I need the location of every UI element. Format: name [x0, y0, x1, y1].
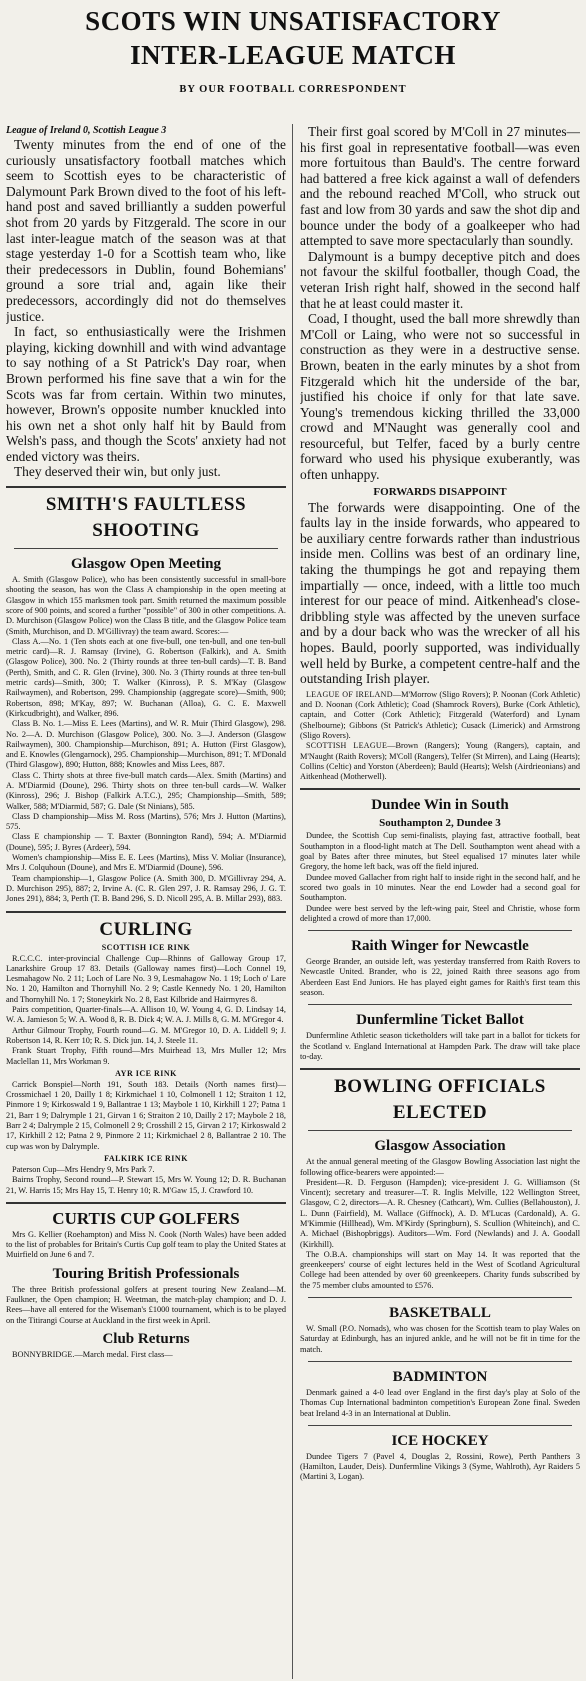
- shooting-section: [6, 494, 286, 905]
- shooting-paragraph: Class E championship — T. Baxter (Bonnington Rand), 594; A. M'Diarmid (Doune), 595; J. Byres (Ardeer), 594.: [6, 832, 286, 852]
- byline: BY OUR FOOTBALL CORRESPONDENT: [179, 84, 407, 95]
- basketball-headline: BASKETBALL: [389, 1305, 491, 1322]
- left-column: [6, 124, 286, 1679]
- ice-hockey-paragraph: Dundee Tigers 7 (Pavel 4, Douglas 2, Rossini, Rowe), Perth Panthers 3 (Hamilton, Lauder, Deis). Dunfermline Vikings 3 (Syme, Wahlroth), Ayr Raiders 5 (Martini 3, Logan).: [300, 1451, 580, 1482]
- dundee-headline: Dundee Win in South: [371, 797, 509, 814]
- club-returns-headline: Club Returns: [102, 1330, 190, 1347]
- curling-subhead-ayr: AYR ICE RINK: [115, 1068, 177, 1078]
- main-headline-line1: SCOTS WIN UNSATISFACTORY: [85, 6, 501, 36]
- dunfermline-body: [300, 1031, 580, 1062]
- section-divider: [6, 486, 286, 488]
- dunfermline-headline: Dunfermline Ticket Ballot: [356, 1012, 524, 1029]
- report-paragraph: Coad, I thought, used the ball more shrewdly than M'Coll or Laing, who were not so successful in construction as they were in a destructive sense. Brown, beaten in the early minutes by a shot from Fitzgerald which hit the underside of the bar, justified his choice if only for that late save. Young's tremendous kicking thrilled the 33,000 crowd and M'Naught was generally cool and resourceful, but Telfer, faced by a burly centre forward who used his physique exuberantly, was often unhappy.: [300, 311, 580, 483]
- divider: [308, 1004, 572, 1005]
- main-headline-line2: INTER-LEAGUE MATCH: [130, 40, 456, 70]
- dundee-subhead: Southampton 2, Dundee 3: [379, 817, 501, 830]
- ice-hockey-body: [300, 1452, 580, 1483]
- badminton-body: [300, 1388, 580, 1419]
- touring-headline: Touring British Professionals: [52, 1265, 240, 1282]
- raith-body: [300, 957, 580, 998]
- team-name: LEAGUE OF IRELAND: [306, 689, 393, 699]
- badminton-paragraph: Denmark gained a 4-0 lead over England in the first day's play at Solo of the Thomas Cup International badminton competition's European Zone final. Sweden beat Ireland 4-3 in an International at Dublin.: [300, 1387, 580, 1418]
- curling-body-ayr: [6, 1080, 286, 1152]
- match-report-intro: [6, 124, 286, 480]
- team-lineup-scotland: [300, 741, 580, 782]
- right-column: [300, 124, 580, 1679]
- divider: [308, 1361, 572, 1362]
- basketball-section: [300, 1304, 580, 1355]
- divider: [308, 1130, 572, 1131]
- club-returns-body: [6, 1350, 286, 1360]
- dundee-section: [300, 796, 580, 924]
- shooting-paragraph: Class B. No. 1.—Miss E. Lees (Martins), and W. R. Muir (Third Glasgow), 298. No. 2—A. D. Murchison (Glasgow Police), 300. No. 3—J. Anderson (Glasgow Railwaymen), 300. Championship—Murchison, 891; A. Hutton (First Glasgow), and E. Knowles (Glengarnock), 295. Championship—Murchison, 891; T. M'Donald (Third Glasgow), 890; Hutton, 888; Knowles and Miss Lees, 887.: [6, 719, 286, 770]
- team-players: —M'Morrow (Sligo Rovers); P. Noonan (Cork Athletic) and D. Noonan (Cork Athletic); Coad (Shamrock Rovers), Burke (Cork Athletic), captain, and Cotter (Cork Athletic); Fitzgerald (Waterford) and Lynam (Shelbourne); Gibbons (St Patrick's Athletic); Cusack (Limerick) and Armstrong (Sligo Rovers).: [300, 689, 580, 740]
- team-players: —Brown (Rangers); Young (Rangers), captain, and M'Naught (Raith Rovers); M'Coll (Rangers), Telfer (St Mirren), and Laing (Hearts); Collins (Celtic) and Yorston (Aberdeen); Bauld (Hearts); Welsh (Airdrieonians) and Aitkenhead (Motherwell).: [300, 741, 580, 782]
- badminton-section: [300, 1368, 580, 1419]
- report-paragraph: They deserved their win, but only just.: [14, 464, 221, 480]
- shooting-subhead: Glasgow Open Meeting: [71, 556, 221, 573]
- columns: [4, 124, 582, 1679]
- bowling-paragraph: At the annual general meeting of the Glasgow Bowling Association last night the following office-bearers were appointed:—: [300, 1157, 580, 1177]
- curling-headline: CURLING: [99, 918, 193, 940]
- forwards-subhead: FORWARDS DISAPPOINT: [373, 485, 507, 498]
- basketball-body: [300, 1324, 580, 1355]
- curling-paragraph: R.C.C.C. inter-provincial Challenge Cup—Rhinns of Galloway Group 17, Lanarkshire Group 17 83. Details (Galloway names first)—Loch Connel 19, Lesmahagow No. 2 11; Loch of Lare No. 3 9, Lesmahagow No. 1 19; Loch o' Lare No. 1 20, Hamilton and Thornyhill No. 2 9; Castle Kennedy No. 1 20, Hamilton and Thornyhill No. 1 7; Stoneykirk No. 2 8, East Kilbride and Hairmyres 8.: [6, 953, 286, 1004]
- ice-hockey-section: [300, 1432, 580, 1483]
- divider: [14, 548, 278, 549]
- section-divider: [300, 1068, 580, 1070]
- match-dateline: League of Ireland 0, Scottish League 3: [6, 125, 167, 136]
- shooting-headline-line1: SMITH'S FAULTLESS: [45, 494, 247, 516]
- newspaper-page: [4, 2, 582, 1679]
- bowling-paragraph: President—R. D. Ferguson (Hampden); vice-president J. G. Williamson (St Vincent); secretary and treasurer—T. R. Inglis Melville, 122 Wellington Street, Glasgow, C 2, directors—A. R. Chesney (Cathcart), Wm. Cullies (Bellahouston), J. L. Dunn (Fairfield), M. Wallace (Giffnock), A. D. M'Lucas (Cardonald), A. G. M'Kimmie (Hillhead), Wm. M'Kirdy (Springburn), S. Scullion (Whiteinch), and C. A. Michael (Bishopbriggs). Auditors—Wm. Ford (Newlands) and J. A. Goodall (Kirkhill).: [300, 1177, 580, 1249]
- dundee-paragraph: Dundee were best served by the left-wing pair, Steel and Christie, whose form delighted a crowd of more than 17,000.: [300, 903, 580, 923]
- bowling-paragraph: The O.B.A. championships will start on May 14. It was reported that the greenkeepers' course of eight lectures held in the West of Scotland Agricultural College had been attended by over 60 greenkeepers. Charity funds subscribed by the 75 member clubs amounted to £576.: [300, 1249, 580, 1290]
- column-rule: [292, 124, 293, 1679]
- report-paragraph: Their first goal scored by M'Coll in 27 minutes—his first goal in representative football—was even more fortuitous than Bauld's. The centre forward had battered a free kick against a wall of defenders and the rebound reached M'Coll, who struck out fast and low from 30 yards and saw the shot dip and bounce under the body of a goalkeeper who had attempted to save more spectacularly than soundly.: [300, 124, 580, 249]
- curling-paragraph: Arthur Gilmour Trophy, Fourth round—G. M. M'Gregor 10, D. A. Liddell 9; J. Robertson 14, R. Kerr 10; R. S. Dick jun. 14, J. Steele 11.: [6, 1025, 286, 1045]
- shooting-paragraph: Class C. Thirty shots at three five-bull match cards—Alex. Smith (Martins) and A. M'Diarmid (Doune), 296. Thirty shots on three ten-bull cards—W. Walker (Kinross), 296; J. Bishop (Falkirk A.T.C.), 295; Championship—Smith, 589; Walker, 588; M'Diarmid, 587; G. Dale (St Ninians), 585.: [6, 770, 286, 811]
- section-divider: [6, 911, 286, 913]
- bowling-body: [300, 1157, 580, 1291]
- curling-subhead-falkirk: FALKIRK ICE RINK: [104, 1153, 188, 1163]
- curling-subhead-scottish: SCOTTISH ICE RINK: [101, 942, 191, 952]
- shooting-headline-line2: SHOOTING: [92, 520, 200, 542]
- shooting-paragraph: Class D championship—Miss M. Ross (Martins), 576; Mrs J. Hutton (Martins), 575.: [6, 811, 286, 832]
- touring-body: [6, 1285, 286, 1326]
- curtis-headline: CURTIS CUP GOLFERS: [52, 1208, 240, 1228]
- basketball-paragraph: W. Small (P.O. Nomads), who was chosen for the Scottish team to play Wales on Saturday at Edinburgh, has an injured ankle, and he will not be fit in time for the match.: [300, 1324, 580, 1354]
- shooting-paragraph: Women's championship—Miss E. E. Lees (Martins), Miss V. Moliar (Insurance), Mrs J. Colquhoun (Doune), and Mrs E. M'Diarmid (Doune), 596.: [6, 853, 286, 873]
- bowling-headline-line2: ELECTED: [392, 1102, 488, 1124]
- dundee-paragraph: Dundee moved Gallacher from right half to inside right in the second half, and he scored two goals in 10 minutes. Near the end Lowder had a second goal for Southampton.: [300, 872, 580, 903]
- report-paragraph: In fact, so enthusiastically were the Irishmen playing, kicking downhill and with wind advantage to say nothing of a St Patrick's Day roar, when Brown performed his fine save that a win for the Scots was far from certain. Within two minutes, however, Brown's opposite number knuckled into his own net a shot only half hit by Bauld from Welsh's pass, and though the Scots' anxiety had not ended victory was theirs.: [6, 324, 286, 464]
- curtis-paragraph: Mrs G. Kellier (Roehampton) and Miss N. Cook (North Wales) have been added to the list of probables for Britain's Curtis Cup golf team to play the United States at Muirfield on June 6 and 7.: [6, 1229, 286, 1260]
- report-paragraph: The forwards were disappointing. One of the faults lay in the inside forwards, who appeared to be auxiliary centre forwards rather than industrious inside men. Collins was best of an ordinary line, taking the thumpings he got and repaying them impartially — once, indeed, with a little too much interest for our peace of mind. Aitkenhead's close-dribbling style was affected by the uneven surface and by a dour back who was the wrecker of all his hopes. Bauld, poorly supported, was individually well held by Burke, a competent centre-half and the outstanding Irish player.: [300, 499, 580, 687]
- dundee-paragraph: Dundee, the Scottish Cup semi-finalists, playing fast, attractive football, beat Southampton in a flood-light match at The Dell. Southampton went ahead with a goal by Bates after three minutes, but Steel equalised 17 minutes later while Gregory, the home left back, was off the field injured.: [300, 831, 580, 872]
- shooting-paragraph: Team championship—1, Glasgow Police (A. Smith 300, D. M'Gillivray 294, A. D. Murchison 295), 887; 2, Irvine A. (C. R. Glen 297, J. R. Ramsay 296, J. G. T. Jones 291), 884; 3, Perth (T. B. Band 296, S. D. Nicoll 295, A. B. Millar 293), 883.: [6, 873, 286, 904]
- divider: [308, 1425, 572, 1426]
- report-paragraph: Dalymount is a bumpy deceptive pitch and does not favour the skilful footballer, though Coad, the veteran Irish right half, showed in the second half that he at least could master it.: [300, 248, 580, 311]
- ice-hockey-headline: ICE HOCKEY: [391, 1432, 489, 1449]
- curling-paragraph: Carrick Bonspiel—North 191, South 183. Details (North names first)—Crossmichael 1 20, Dailly 1 8; Kirkmichael 1 10, Colmonell 1 12; Straiton 1 12, Pinmore 1 9; Kirkoswald 1 9, Ballantrae 1 13; Maybole 1 10, Kirkhill 1 27; Patna 1 21, Barr 1 9; Dalrymple 1 21, Girvan 1 6; Straiton 2 10, Dailly 2 17; Maybole 2 18, Barr 2 4; Dalrymple 2 15, Colmonell 2 9; Crosshill 2 15, Girvan 2 17; Kirkoswald 2 17, Kirkhill 2 12; Patna 2 9, Pinmore 2 11; Kirkmichael 2 8, Ballantrae 2 10. The cup was won by Dalrymple.: [6, 1079, 286, 1151]
- curtis-cup-section: [6, 1210, 286, 1360]
- touring-paragraph: The three British professional golfers at present touring New Zealand—M. Faulkner, the Open champion; H. Weetman, the match-play champion; and D. J. Rees—have all entered for the Wiseman's £1000 tournament, which is to be played on the Titirangi Course at Auckland in the first week in April.: [6, 1284, 286, 1325]
- match-report-continued: [300, 124, 580, 687]
- shooting-body: [6, 575, 286, 905]
- raith-paragraph: George Brander, an outside left, was yesterday transferred from Raith Rovers to Newcastle United. Brander, who is 22, joined Raith three seasons ago from Aberdeen East End Juniors. He has played eight games for Raith's first team this season.: [300, 957, 580, 998]
- bowling-subhead: Glasgow Association: [374, 1138, 506, 1155]
- dunfermline-section: [300, 1011, 580, 1062]
- section-divider: [300, 788, 580, 790]
- badminton-headline: BADMINTON: [392, 1368, 488, 1385]
- shooting-paragraph: A. Smith (Glasgow Police), who has been consistently successful in small-bore shooting the season, has won the Class A championship in the open meeting at Glasgow in which 155 marksmen took part. Smith returned the maximum possible score of 900 points, and scored a further "possible" of 300 in other competitions. A. D. Murchison (Glasgow Police) won the Class B title, and the Glasgow Police team (Smith, Murchison, and D. M'Gillivray) the team award. Scores:—: [6, 575, 286, 636]
- team-lineup-ireland: [300, 690, 580, 741]
- dundee-body: [300, 831, 580, 924]
- curling-paragraph: Paterson Cup—Mrs Hendry 9, Mrs Park 7.: [12, 1164, 155, 1174]
- shooting-paragraph: Class A.—No. 1 (Ten shots each at one five-bull, one ten-bull, and one ten-bull metric card)—R. J. Ramsay (Irvine), G. Robertson (Falkirk), and A. Smith (Glasgow Police), 300. No. 2 (Thirty rounds at three ten-bull cards)—T. B. Band (Perth), Smith, and C. R. Glen (Irvine), 300. No. 3 (Thirty rounds at three ten-bull metric cards)—Smith, 300; T. Walker (Kinross), P. S. M'Kay (Glasgow Railwaymen), and Robertson, 299. Championship (aggregate score)—Smith, 900; Robertson, 898; M'Kay, 897; W. Buchanan (Alloa), G. C. E. Maxwell (Kirkcudbright), and Walker, 896.: [6, 636, 286, 718]
- curling-paragraph: Pairs competition, Quarter-finals—A. Allison 10, W. Young 4, G. D. Lindsay 14, W. A. Jamieson 5; W. A. Wood 8, R. B. Dick 4; W. A. J. Mills 8, G. M. M'Gregor 4.: [6, 1005, 286, 1025]
- bowling-section: [300, 1076, 580, 1291]
- report-paragraph: Twenty minutes from the end of one of the curiously unsatisfactory football matches which seem to Scottish eyes to be characteristic of Dalymount Park Brown dived to the foot of his left-hand post and saved brilliantly a sudden powerful shot from 20 yards by Fitzgerald. The score in our last inter-league match of the season was at that stage yesterday 1-0 for a Scottish team who, like their predecessors in Dublin, found Bohemians' ground a sore trial and, again like their predecessors, accordingly did not do themselves justice.: [6, 137, 286, 324]
- curling-paragraph: Bairns Trophy, Second round—P. Stewart 15, Mrs W. Young 12; D. R. Buchanan 21, W. Harris 15; Mrs Hay 15, T. Henry 10; R. M'Gaw 15, J. Crawford 10.: [6, 1175, 286, 1195]
- curling-body-falkirk: [6, 1165, 286, 1196]
- raith-headline: Raith Winger for Newcastle: [351, 938, 529, 955]
- team-lineups: [300, 690, 580, 783]
- curtis-body: [6, 1230, 286, 1261]
- divider: [308, 930, 572, 931]
- raith-section: [300, 937, 580, 998]
- dunfermline-paragraph: Dunfermline Athletic season ticketholders will take part in a ballot for tickets for the Scotland v. England International at Hampden Park. The draw will take place to-day.: [300, 1031, 580, 1061]
- curling-body: [6, 954, 286, 1067]
- section-divider: [6, 1202, 286, 1204]
- curling-section: [6, 919, 286, 1196]
- curling-paragraph: Frank Stuart Trophy, Fifth round—Mrs Muirhead 13, Mrs Muller 12; Mrs Maclellan 11, Mrs Workman 9.: [6, 1046, 286, 1066]
- bowling-headline-line1: BOWLING OFFICIALS: [334, 1076, 546, 1098]
- divider: [308, 1297, 572, 1298]
- team-name: SCOTTISH LEAGUE: [306, 741, 388, 751]
- club-returns-paragraph: BONNYBRIDGE.—March medal. First class—: [12, 1349, 173, 1359]
